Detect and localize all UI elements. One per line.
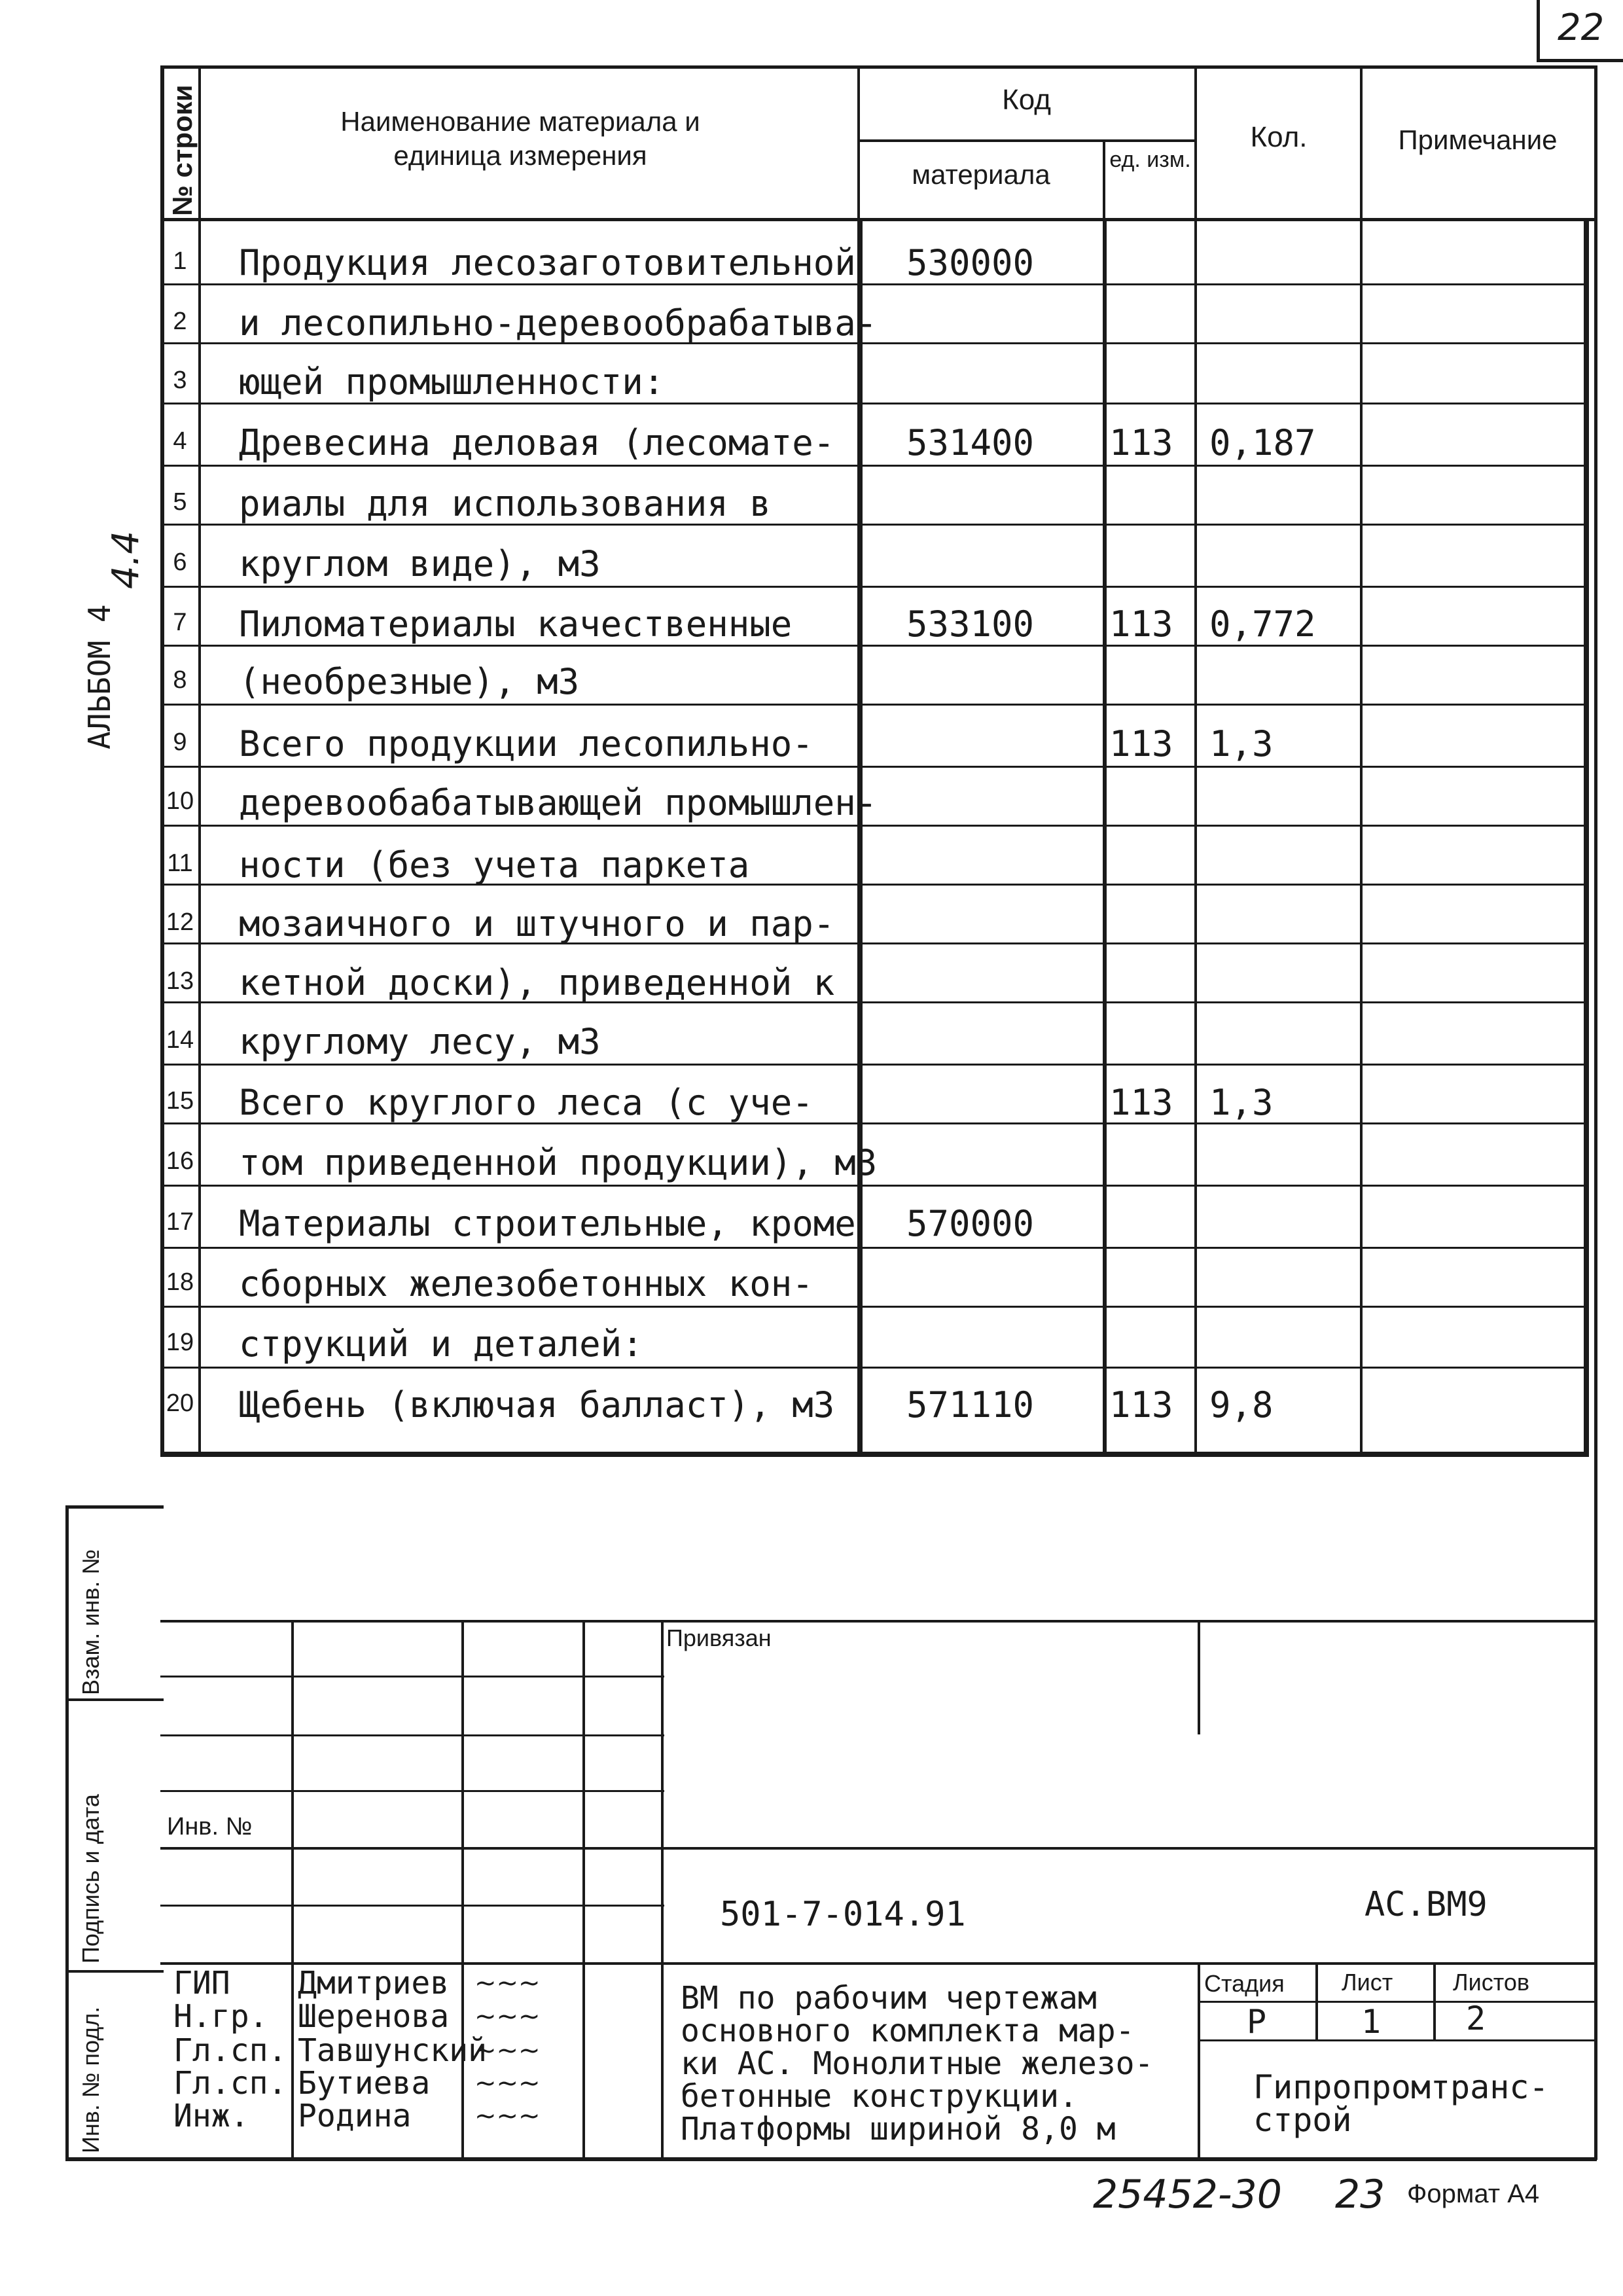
table-bottom-border	[160, 1452, 1589, 1457]
row-qty: 0,772	[1209, 603, 1316, 645]
row-qty: 9,8	[1209, 1384, 1274, 1426]
row-number: 1	[173, 247, 187, 275]
staff-role: Гл.сп.	[173, 2065, 287, 2102]
row-qty: 1,3	[1209, 723, 1274, 764]
row-unit: 113	[1109, 603, 1173, 645]
footer-hand-page: 23	[1335, 2172, 1385, 2217]
row-divider	[160, 645, 1589, 647]
row-code: 571110	[906, 1384, 1035, 1426]
signature: ~~~	[474, 2101, 541, 2131]
staff-role: Гл.сп.	[173, 2032, 287, 2069]
row-divider	[160, 465, 1589, 467]
row-text: круглом виде), м3	[239, 543, 601, 584]
sheet-label: Лист	[1342, 1969, 1393, 1996]
row-number: 16	[166, 1147, 194, 1175]
row-text: Щебень (включая балласт), м3	[239, 1384, 835, 1426]
staff-role: Инж.	[173, 2098, 249, 2134]
row-text: Всего продукции лесопильно-	[239, 723, 813, 764]
row-number: 12	[166, 908, 194, 936]
row-text: риалы для использования в	[239, 483, 771, 524]
signature: ~~~	[474, 2068, 541, 2098]
staff-name: Дмитриев	[298, 1965, 450, 2001]
row-text: Пиломатериалы качественные	[239, 603, 793, 645]
row-number: 4	[173, 427, 187, 455]
row-text: деревообабатывающей промышлен-	[239, 782, 878, 823]
row-code: 533100	[906, 603, 1035, 645]
row-text: том приведенной продукции), м3	[239, 1142, 878, 1183]
signature: ~~~	[474, 2036, 541, 2066]
sheets-value: 2	[1466, 2000, 1486, 2037]
staff-name: Бутиева	[298, 2065, 431, 2102]
row-text: круглому лесу, м3	[239, 1021, 601, 1062]
row-divider	[160, 1185, 1589, 1187]
staff-name: Шеренова	[298, 1998, 450, 2035]
sheets-label: Листов	[1453, 1969, 1529, 1996]
row-divider	[160, 586, 1589, 588]
header-material: материала	[912, 159, 1050, 190]
row-number: 6	[173, 548, 187, 576]
page-number: 22	[1558, 7, 1605, 49]
row-divider	[160, 825, 1589, 827]
row-divider	[160, 704, 1589, 706]
signature: ~~~	[474, 2001, 541, 2032]
description-line-5: Платформы шириной 8,0 м	[681, 2111, 1116, 2147]
row-number: 5	[173, 488, 187, 516]
side-label-inv-podl: Инв. № подл.	[77, 2006, 104, 2153]
inv-no-label: Инв. №	[167, 1813, 253, 1840]
row-number: 20	[166, 1390, 194, 1417]
staff-name: Родина	[298, 2098, 412, 2134]
row-divider	[160, 1247, 1589, 1249]
header-code: Код	[1002, 84, 1051, 116]
staff-name: Тавшунский	[298, 2032, 487, 2069]
row-divider	[160, 283, 1589, 285]
header-row-no: № строки	[167, 84, 198, 216]
row-text: ющей промышленности:	[239, 361, 665, 403]
row-number: 8	[173, 666, 187, 694]
header-bottom-border	[160, 218, 1597, 221]
header-unit: ед. изм.	[1109, 147, 1191, 172]
org-line-1: Гипропромтранс-	[1253, 2068, 1549, 2106]
row-divider	[160, 1064, 1589, 1066]
row-number: 3	[173, 367, 187, 394]
corner-vline	[1537, 0, 1540, 62]
row-text: (необрезные), м3	[239, 661, 580, 702]
row-code: 531400	[906, 422, 1035, 463]
signature: ~~~	[474, 1968, 541, 1998]
row-divider	[160, 403, 1589, 404]
row-number: 2	[173, 308, 187, 335]
row-number: 15	[166, 1087, 194, 1115]
row-text: ности (без учета паркета	[239, 844, 750, 886]
description-line-1: ВМ по рабочим чертежам	[681, 1980, 1097, 2017]
corner-hline	[1537, 59, 1623, 62]
footer-format: Формат А4	[1407, 2179, 1540, 2208]
description-line-3: ки АС. Монолитные железо-	[681, 2045, 1154, 2082]
row-unit: 113	[1109, 1384, 1173, 1426]
description-line-2: основного комплекта мар-	[681, 2013, 1135, 2049]
header-name: Наименование материала и единица измерения	[340, 106, 700, 171]
stage-value: Р	[1247, 2003, 1267, 2041]
doc-code: 501-7-014.91	[720, 1895, 966, 1934]
header-note: Примечание	[1398, 124, 1558, 155]
row-number: 13	[166, 967, 194, 995]
row-qty: 0,187	[1209, 422, 1316, 463]
row-number: 10	[166, 787, 194, 815]
staff-role: ГИП	[173, 1965, 230, 2001]
row-code: 570000	[906, 1203, 1035, 1244]
album-label: АЛЬБОМ 4	[82, 604, 117, 749]
frame-right-border	[1594, 65, 1597, 2160]
row-text: Продукция лесозаготовительной	[239, 242, 856, 283]
side-label-podpis: Подпись и дата	[77, 1794, 104, 1964]
row-number: 18	[166, 1268, 194, 1296]
row-number: 7	[173, 609, 187, 636]
row-number: 14	[166, 1026, 194, 1054]
doc-mark: АС.ВМ9	[1364, 1885, 1488, 1924]
album-hand-note: 4.4	[105, 530, 147, 589]
table-top-border	[160, 65, 1597, 69]
row-divider	[160, 1367, 1589, 1369]
row-text: Древесина деловая (лесомате-	[239, 422, 835, 463]
row-unit: 113	[1109, 1082, 1173, 1123]
stage-label: Стадия	[1204, 1970, 1285, 1997]
privyazan-label: Привязан	[666, 1624, 772, 1651]
row-text: кетной доски), приведенной к	[239, 962, 835, 1003]
row-code: 530000	[906, 242, 1035, 283]
sheet-value: 1	[1361, 2003, 1382, 2041]
row-unit: 113	[1109, 422, 1173, 463]
staff-role: Н.гр.	[173, 1998, 268, 2035]
row-text: струкций и деталей:	[239, 1323, 643, 1365]
row-text: Всего круглого леса (с уче-	[239, 1082, 813, 1123]
row-qty: 1,3	[1209, 1082, 1274, 1123]
row-divider	[160, 766, 1589, 768]
footer-hand-number: 25452-30	[1093, 2172, 1282, 2217]
row-number: 9	[173, 728, 187, 756]
row-number: 17	[166, 1208, 194, 1236]
row-unit: 113	[1109, 723, 1173, 764]
row-text: сборных железобетонных кон-	[239, 1263, 813, 1304]
row-text: мозаичного и штучного и пар-	[239, 903, 835, 944]
row-text: и лесопильно-деревообрабатыва-	[239, 302, 878, 344]
description-line-4: бетонные конструкции.	[681, 2078, 1078, 2115]
row-text: Материалы строительные, кроме	[239, 1203, 856, 1244]
row-number: 11	[167, 850, 193, 877]
row-number: 19	[166, 1329, 194, 1356]
row-divider	[160, 1306, 1589, 1308]
header-qty: Кол.	[1250, 121, 1308, 153]
org-line-2: строй	[1253, 2101, 1352, 2139]
side-label-vzam: Взам. инв. №	[77, 1549, 104, 1695]
